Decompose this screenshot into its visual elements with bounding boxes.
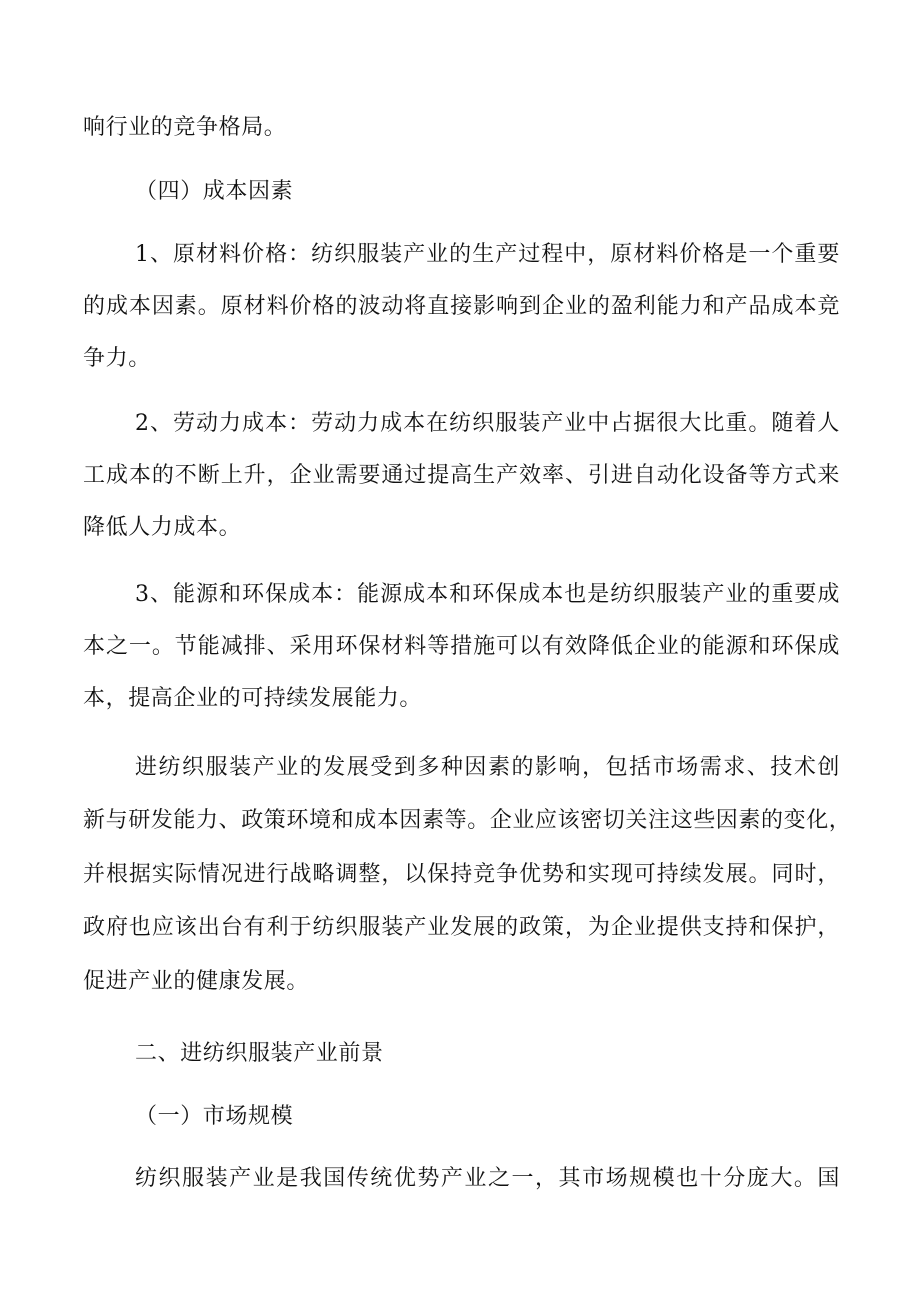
raw-material-line-3: 争力。 bbox=[83, 346, 151, 371]
summary-line-2: 新与研发能力、政策环境和成本因素等。企业应该密切关注这些因素的变化， bbox=[83, 808, 852, 833]
intro-tail-line: 响行业的竞争格局。 bbox=[83, 115, 287, 140]
summary-line-1: 进纺织服装产业的发展受到多种因素的影响，包括市场需求、技术创 bbox=[135, 755, 840, 780]
labor-cost-line-2: 工成本的不断上升，企业需要通过提高生产效率、引进自动化设备等方式来 bbox=[83, 463, 840, 488]
labor-cost-line-1: 2、劳动力成本：劳动力成本在纺织服装产业中占据很大比重。随着人 bbox=[135, 411, 840, 436]
raw-material-line-2: 的成本因素。原材料价格的波动将直接影响到企业的盈利能力和产品成本竞 bbox=[83, 294, 840, 319]
raw-material-line-1: 1、原材料价格：纺织服装产业的生产过程中，原材料价格是一个重要 bbox=[135, 242, 840, 267]
market-scale-heading: （一）市场规模 bbox=[135, 1104, 294, 1129]
cost-factors-heading: （四）成本因素 bbox=[135, 179, 294, 204]
market-scale-line-1: 纺织服装产业是我国传统优势产业之一，其市场规模也十分庞大。国 bbox=[135, 1166, 840, 1191]
summary-line-3: 并根据实际情况进行战略调整，以保持竞争优势和实现可持续发展。同时， bbox=[83, 862, 840, 887]
labor-cost-line-3: 降低人力成本。 bbox=[83, 515, 242, 540]
energy-env-line-3: 本，提高企业的可持续发展能力。 bbox=[83, 686, 423, 711]
energy-env-line-2: 本之一。节能减排、采用环保材料等措施可以有效降低企业的能源和环保成 bbox=[83, 634, 840, 659]
section-two-heading: 二、进纺织服装产业前景 bbox=[135, 1041, 384, 1066]
summary-line-5: 促进产业的健康发展。 bbox=[83, 969, 310, 994]
energy-env-line-1: 3、能源和环保成本：能源成本和环保成本也是纺织服装产业的重要成 bbox=[135, 582, 840, 607]
summary-line-4: 政府也应该出台有利于纺织服装产业发展的政策，为企业提供支持和保护， bbox=[83, 915, 840, 940]
